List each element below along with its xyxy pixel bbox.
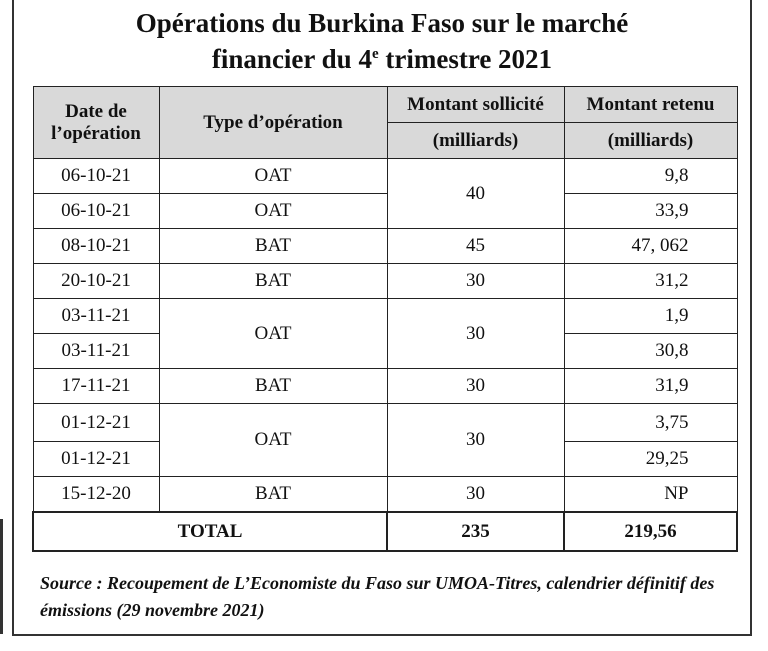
cell-type: BAT (159, 477, 387, 513)
cell-date: 01-12-21 (33, 404, 159, 442)
cell-retenu: 31,2 (564, 264, 737, 299)
total-sollicite: 235 (387, 512, 564, 551)
title-superscript: e (371, 46, 379, 62)
header-sollicite: Montant sollicité (387, 87, 564, 123)
header-date-line1: Date de (65, 100, 127, 122)
cell-sollicite: 40 (387, 159, 564, 229)
cell-date: 06-10-21 (33, 159, 159, 194)
cell-retenu: 3,75 (564, 404, 737, 442)
cell-retenu: NP (564, 477, 737, 513)
operations-table (32, 86, 738, 552)
table-row (33, 264, 737, 299)
table-row (33, 299, 737, 334)
cell-date: 03-11-21 (33, 334, 159, 369)
cell-retenu: 29,25 (564, 442, 737, 477)
table-row (33, 159, 737, 194)
header-retenu-unit: (milliards) (564, 123, 737, 159)
cell-date: 17-11-21 (33, 369, 159, 404)
header-date (33, 87, 159, 159)
cell-type: OAT (159, 159, 387, 194)
cell-sollicite: 30 (387, 404, 564, 477)
cell-date: 08-10-21 (33, 229, 159, 264)
cell-type: BAT (159, 264, 387, 299)
cell-sollicite: 45 (387, 229, 564, 264)
cell-retenu: 47, 062 (564, 229, 737, 264)
cell-type: OAT (159, 404, 387, 477)
cell-type: BAT (159, 229, 387, 264)
total-label: TOTAL (33, 512, 387, 551)
cell-sollicite: 30 (387, 299, 564, 369)
table-row (33, 477, 737, 513)
title-line-2-post: trimestre 2021 (378, 44, 553, 74)
header-retenu: Montant retenu (564, 87, 737, 123)
cell-date: 15-12-20 (33, 477, 159, 513)
source-note: Source : Recoupement de L’Economiste du Faso sur UMOA-Titres, calendrier définitif des émissions (29 novembre 2021) (40, 573, 715, 620)
table-row (33, 229, 737, 264)
cell-date: 01-12-21 (33, 442, 159, 477)
cell-retenu: 30,8 (564, 334, 737, 369)
cell-sollicite: 30 (387, 477, 564, 513)
cell-sollicite: 30 (387, 369, 564, 404)
table-row (33, 194, 737, 229)
cell-retenu: 33,9 (564, 194, 737, 229)
table-row (33, 404, 737, 442)
margin-rule (0, 519, 3, 634)
cell-type: OAT (159, 299, 387, 369)
total-retenu: 219,56 (564, 512, 737, 551)
cell-date: 20-10-21 (33, 264, 159, 299)
cell-retenu: 1,9 (564, 299, 737, 334)
title-line-1: Opérations du Burkina Faso sur le marché (135, 8, 629, 38)
cell-date: 03-11-21 (33, 299, 159, 334)
cell-retenu: 31,9 (564, 369, 737, 404)
header-type: Type d’opération (159, 87, 387, 159)
header-sollicite-unit: (milliards) (387, 123, 564, 159)
cell-retenu: 9,8 (564, 159, 737, 194)
cell-date: 06-10-21 (33, 194, 159, 229)
table-row (33, 369, 737, 404)
title-line-2-pre: financier du 4 (211, 44, 372, 74)
cell-type: BAT (159, 369, 387, 404)
page-title (12, 5, 752, 77)
total-row (33, 512, 737, 551)
cell-sollicite: 30 (387, 264, 564, 299)
header-date-line2: l’opération (51, 122, 141, 144)
title-line-2 (12, 41, 752, 77)
cell-type: OAT (159, 194, 387, 229)
